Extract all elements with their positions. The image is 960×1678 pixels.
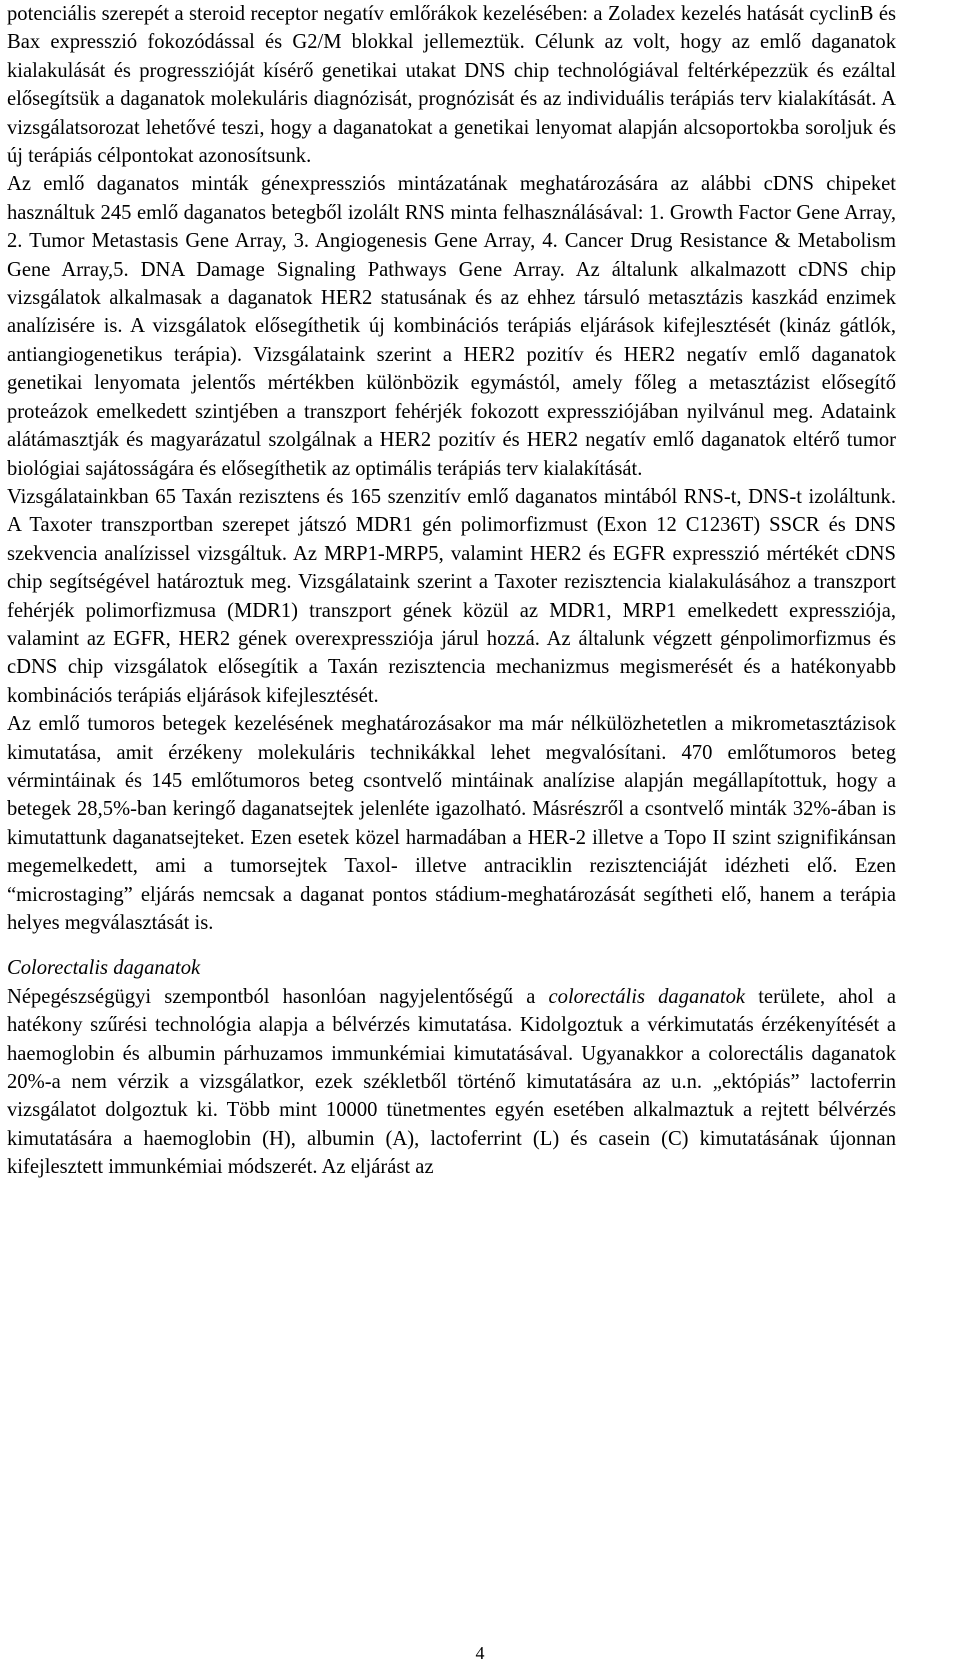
paragraph-4: Az emlő tumoros betegek kezelésének meghatározásakor ma már nélkülözhetetlen a mikrometasztázisok kimutatása, amit érzékeny molekuláris technikákkal lehet megvalósítani. 470 emlőtumoros beteg vérmintáinak és 145 emlőtumoros beteg csontvelő mintáinak analízise alapján megállapítottuk, hogy a betegek 28,5%-ban keringő daganatsejtek jelenléte igazolható. Másrészről a csontvelő minták 32%-ában is kimutattunk daganatsejteket. Ezen esetek közel harmadában a HER-2 illetve a Topo II szint szignifikánsan megemelkedett, ami a tumorsejtek Taxol- illetve antraciklin rezisztenciáját idézheti elő. Ezen “microstaging” eljárás nemcsak a daganat pontos stádium-meghatározását segítheti elő, hanem a terápia helyes megválasztását is. <box>7 713 896 934</box>
document-page <box>7 0 896 1182</box>
paragraph-5-italic-term: colorectális daganatok <box>548 985 746 1008</box>
paragraph-5-rest: területe, ahol a hatékony szűrési technológia alapja a bélvérzés kimutatása. Kidolgoztuk a vérkimutatás érzékenyítését a haemoglobin és albumin párhuzamos immunkémiai kimutatásával. Ugyanakkor a colorectális daganatok 20%-a nem vérzik a vizsgálatkor, ezek székletből történő kimutatására az u.n. „ektópiás” lactoferrin vizsgálatot dolgoztuk ki. Több mint 10000 tünetmentes egyén esetében alkalmaztuk a rejtett bélvérzés kimutatására a haemoglobin (H), albumin (A), lactoferrint (L) és casein (C) kimutatásának újonnan kifejlesztett immunkémiai módszerét. Az eljárást az <box>7 985 896 1179</box>
page-number: 4 <box>475 1643 485 1663</box>
paragraph-5 <box>7 983 896 1182</box>
paragraph-5-lead: Népegészségügyi szempontból hasonlóan nagyjelentőségű a <box>7 985 549 1008</box>
paragraph-1: potenciális szerepét a steroid receptor negatív emlőrákok kezelésében: a Zoladex kezelés hatását cyclinB és Bax expresszió fokozódással és G2/M blokkal jellemeztük. Célunk az volt, hogy az emlő daganatok kialakulását és progresszióját kísérő genetikai utakat DNS chip technológiával feltérképezzük és ezáltal elősegítsük a daganatok molekuláris diagnózisát, prognózisát és az individuális terápiás terv kialakítását. A vizsgálatsorozat lehetővé teszi, hogy a daganatokat a genetikai lenyomat alapján alcsoportokba soroljuk és új terápiás célpontokat azonosítsunk. <box>7 3 896 168</box>
paragraph-2: Az emlő daganatos minták génexpressziós mintázatának meghatározására az alábbi cDNS chipeket használtuk 245 emlő daganatos betegből izolált RNS minta felhasználásával: 1. Growth Factor Gene Array, 2. Tumor Metastasis Gene Array, 3. Angiogenesis Gene Array, 4. Cancer Drug Resistance & Metabolism Gene Array,5. DNA Damage Signaling Pathways Gene Array. Az általunk alkalmazott cDNS chip vizsgálatok alkalmasak a daganatok HER2 statusának és az ehhez társuló metasztázis kaszkád enzimek analízisére is. A vizsgálatok elősegíthetik új kombinációs terápiás eljárások kifejlesztését (kináz gátlók, antiangiogenetikus terápia). Vizsgálataink szerint a HER2 pozitív és HER2 negatív emlő daganatok genetikai lenyomata jelentős mértékben különbözik egymástól, amely főleg a metasztázist elősegítő proteázok emelkedett szintjében a transzport fehérjék fokozott expressziójában nyilvánul meg. Adataink alátámasztják és magyarázatul szolgálnak a HER2 pozitív és HER2 negatív emlő daganatok eltérő tumor biológiai sajátosságára és elősegíthetik az optimális terápiás terv kialakítását. <box>7 173 896 480</box>
paragraph-3: Vizsgálatainkban 65 Taxán rezisztens és 165 szenzitív emlő daganatos mintából RNS-t, DNS-t izoláltunk. A Taxoter transzportban szerepet játszó MDR1 gén polimorfizmust (Exon 12 C1236T) SSCR és DNS szekvencia analízissel vizsgáltuk. Az MRP1-MRP5, valamint HER2 és EGFR expresszió mértékét cDNS chip segítségével határoztuk meg. Vizsgálataink szerint a Taxoter rezisztencia kialakulásához a transzport fehérjék polimorfizmusa (MDR1) transzport gének közül az MDR1, MRP1 emelkedett expressziója, valamint az EGFR, HER2 gének overexpressziója járul hozzá. Az általunk végzett génpolimorfizmus és cDNS chip vizsgálatok elősegítik a Taxán rezisztencia mechanizmus megismerését és a hatékonyabb kombinációs terápiás eljárások kifejlesztését. <box>7 485 896 707</box>
section-heading: Colorectalis daganatok <box>7 957 201 980</box>
